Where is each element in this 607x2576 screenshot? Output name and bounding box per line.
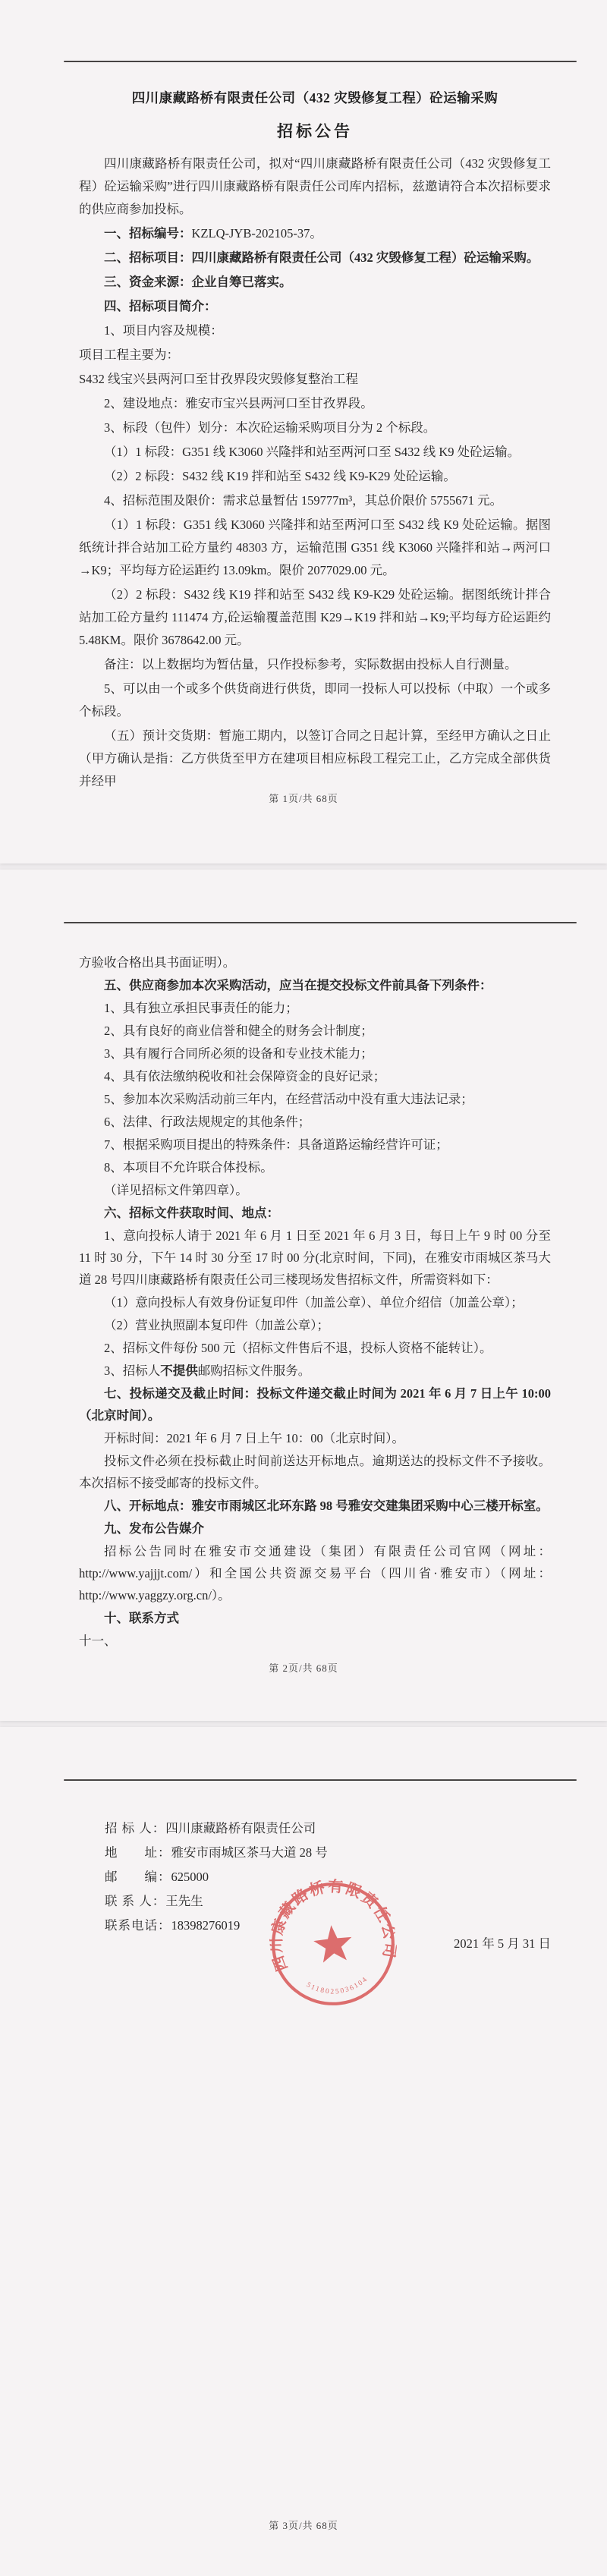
paragraph-text: 邮购招标文件服务。 bbox=[197, 1363, 311, 1378]
contact-row-address bbox=[105, 1841, 607, 1865]
paragraph: 五、供应商参加本次采购活动，应当在提交投标文件前具备下列条件： bbox=[104, 978, 492, 992]
paragraph: （2）营业执照副本复印件（加盖公章）； bbox=[104, 1318, 329, 1332]
announcement-heading: 招标公告 bbox=[277, 122, 353, 140]
paragraph-label: 一、招标编号： bbox=[104, 226, 192, 241]
paragraph: （2）2 标段：S432 线 K19 拌和站至 S432 线 K9-K29 处砼运输。据图纸统计拌合站加工砼方量约 111474 方,砼运输覆盖范围 K29→K19 拌和站→K9;平均每方砼运距约 5.48KM。限价 3678642.00 元。 bbox=[79, 587, 551, 647]
contact-value: 18398276019 bbox=[171, 1918, 241, 1933]
paragraph: 2、具有良好的商业信誉和健全的财务会计制度； bbox=[104, 1024, 373, 1038]
contact-label: 联 系 人： bbox=[105, 1894, 166, 1908]
issue-date: 2021 年 5 月 31 日 bbox=[454, 1936, 551, 1951]
contact-value: 四川康藏路桥有限责任公司 bbox=[165, 1821, 316, 1835]
paragraph: 八、开标地点：雅安市雨城区北环东路 98 号雅安交建集团采购中心三楼开标室。 bbox=[104, 1499, 549, 1513]
paragraph: 7、根据采购项目提出的特殊条件：具备道路运输经营许可证； bbox=[104, 1137, 448, 1152]
paragraph: 七、投标递交及截止时间：投标文件递交截止时间为 2021 年 6 月 7 日上午 10:00（北京时间）。 bbox=[79, 1386, 551, 1423]
header-rule bbox=[64, 61, 577, 62]
seal-number-text: 5118025036104 bbox=[304, 1974, 370, 1996]
star-icon bbox=[312, 1923, 354, 1964]
paragraph: 4、招标范围及限价：需求总量暂估 159777m³，其总价限价 5755671 元。 bbox=[104, 493, 503, 508]
paragraph: S432 线宝兴县两河口至甘孜界段灾毁修复整治工程 bbox=[79, 372, 359, 386]
paragraph: 三、资金来源：企业自筹已落实。 bbox=[104, 275, 292, 289]
paragraph: 九、发布公告媒介 bbox=[104, 1521, 204, 1536]
paragraph: 1、意向投标人请于 2021 年 6 月 1 日至 2021 年 6 月 3 日，每日上午 9 时 00 分至 11 时 30 分，下午 14 时 30 分至 17 时 00 分(北京时间，下同)，在雅安市雨城区茶马大道 28 号四川康藏路桥有限责任公司三楼现场发售招标文件，所需资料如下： bbox=[79, 1228, 551, 1287]
paragraph: 十、联系方式 bbox=[104, 1611, 179, 1625]
paragraph: 四、招标项目简介： bbox=[104, 299, 217, 313]
paragraph bbox=[79, 1360, 551, 1382]
paragraph: 方验收合格出具书面证明）。 bbox=[79, 955, 236, 970]
seal-company-text: 四川康藏路桥有限责任公司 bbox=[268, 1878, 398, 1974]
paragraph: 6、法律、行政法规规定的其他条件； bbox=[104, 1115, 311, 1129]
page-3 bbox=[0, 1727, 607, 2576]
page-2-body bbox=[79, 880, 551, 1652]
paragraph: 5、参加本次采购活动前三年内，在经营活动中没有重大违法记录； bbox=[104, 1092, 473, 1106]
header-rule bbox=[64, 1779, 577, 1781]
document-title: 四川康藏路桥有限责任公司（432 灾毁修复工程）砼运输采购 bbox=[131, 90, 498, 105]
paragraph: （1）1 标段：G351 线 K3060 兴隆拌和站至两河口至 S432 线 K9 处砼运输。据图纸统计拌合站加工砼方量约 48303 方，运输范围 G351 线 K3060 兴隆拌和站→两河口→K9；平均每方砼运距约 13.09km。限价 2077029.00 元。 bbox=[79, 517, 551, 577]
paragraph: 3、具有履行合同所必须的设备和专业技术能力； bbox=[104, 1046, 373, 1061]
page-1 bbox=[0, 0, 607, 863]
page-2 bbox=[0, 870, 607, 1721]
paragraph: 项目工程主要为： bbox=[79, 348, 179, 362]
paragraph: 1、项目内容及规模： bbox=[104, 323, 223, 338]
contact-label: 邮 编： bbox=[105, 1870, 171, 1884]
contact-value: 625000 bbox=[171, 1870, 209, 1884]
page-number: 第 1页/共 68页 bbox=[269, 793, 338, 804]
page-number: 第 3页/共 68页 bbox=[269, 2520, 338, 2531]
paragraph: 5、可以由一个或多个供货商进行供货，即同一投标人可以投标（中取）一个或多个标段。 bbox=[79, 681, 551, 719]
paragraph: 2、招标文件每份 500 元（招标文件售后不退，投标人资格不能转让）。 bbox=[104, 1341, 492, 1355]
contact-label: 地 址： bbox=[105, 1845, 171, 1860]
paragraph: 六、招标文件获取时间、地点： bbox=[104, 1206, 279, 1220]
paragraph: 二、招标项目：四川康藏路桥有限责任公司（432 灾毁修复工程）砼运输采购。 bbox=[104, 250, 539, 265]
paragraph: （1）1 标段：G351 线 K3060 兴隆拌和站至两河口至 S432 线 K9 处砼运输。 bbox=[104, 445, 521, 459]
paragraph-emphasis: 不提供 bbox=[160, 1363, 198, 1378]
paragraph bbox=[79, 222, 551, 245]
paragraph: （2）2 标段：S432 线 K19 拌和站至 S432 线 K9-K29 处砼运输。 bbox=[104, 469, 456, 483]
page-1-body bbox=[79, 153, 551, 793]
paragraph: （1）意向投标人有效身份证复印件（加盖公章）、单位介绍信（加盖公章）； bbox=[104, 1295, 524, 1310]
paragraph: 3、标段（包件）划分：本次砼运输采购项目分为 2 个标段。 bbox=[104, 420, 436, 435]
paragraph: 十一、 bbox=[79, 1634, 117, 1648]
header-rule bbox=[64, 922, 577, 923]
paragraph: 招标公告同时在雅安市交通建设（集团）有限责任公司官网（网址：http://www.yajjjt.com/）和全国公共资源交易平台（四川省·雅安市）（网址：http://www.yaggzy.org.cn/）。 bbox=[79, 1544, 551, 1603]
page-number: 第 2页/共 68页 bbox=[269, 1662, 338, 1674]
paragraph: 投标文件必须在投标截止时间前送达开标地点。逾期送达的投标文件不予接收。本次招标不接受邮寄的投标文件。 bbox=[79, 1454, 551, 1490]
contact-label: 招 标 人： bbox=[105, 1821, 166, 1835]
paragraph: 开标时间：2021 年 6 月 7 日上午 10：00（北京时间）。 bbox=[104, 1431, 404, 1445]
contact-value: 雅安市雨城区茶马大道 28 号 bbox=[171, 1845, 328, 1860]
paragraph: 1、具有独立承担民事责任的能力； bbox=[104, 1001, 298, 1015]
paragraph: （详见招标文件第四章）。 bbox=[104, 1183, 248, 1197]
contact-row-bidder bbox=[105, 1816, 607, 1841]
contact-label: 联系电话： bbox=[105, 1918, 171, 1933]
paragraph: 4、具有依法缴纳税收和社会保障资金的良好记录； bbox=[104, 1069, 386, 1084]
paragraph: 备注：以上数据均为暂估量，只作投标参考，实际数据由投标人自行测量。 bbox=[104, 657, 517, 672]
company-seal bbox=[263, 1870, 403, 2018]
paragraph: 8、本项目不允许联合体投标。 bbox=[104, 1160, 273, 1175]
contact-value: 王先生 bbox=[165, 1894, 203, 1908]
paragraph: 2、建设地点：雅安市宝兴县两河口至甘孜界段。 bbox=[104, 396, 373, 410]
paragraph-text: KZLQ-JYB-202105-37。 bbox=[191, 226, 322, 241]
paragraph: 四川康藏路桥有限责任公司，拟对“四川康藏路桥有限责任公司（432 灾毁修复工程）砼运输采购”进行四川康藏路桥有限责任公司库内招标，兹邀请符合本次招标要求的供应商参加投标。 bbox=[79, 156, 551, 216]
paragraph: （五）预计交货期：暂施工期内，以签订合同之日起计算，至经甲方确认之日止（甲方确认是指：乙方供货至甲方在建项目相应标段工程完工止，乙方完成全部供货并经甲 bbox=[79, 728, 551, 788]
svg-text:四川康藏路桥有限责任公司 bbox=[263, 1870, 401, 1974]
paragraph-text: 3、招标人 bbox=[104, 1363, 161, 1378]
